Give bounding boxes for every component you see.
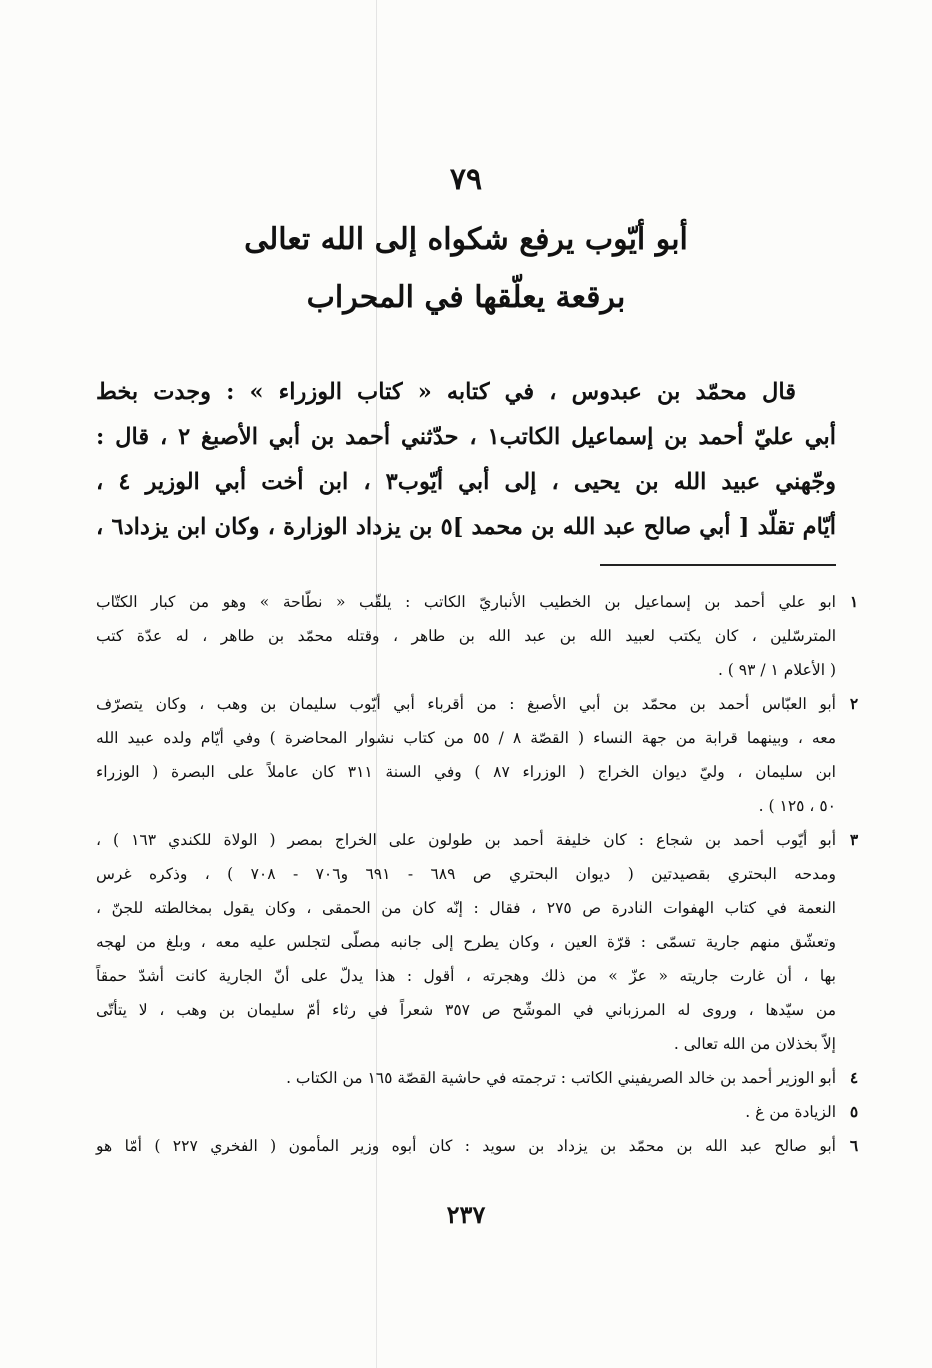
footnote-line: ومدحه البحتري بقصيدتين ( ديوان البحتري ص ٦٨٩ - ٦٩١ و٧٠٦ - ٧٠٨ ) ، وذكره غرس: [96, 865, 837, 883]
footnote-line: معه ، وبينهما قرابة من جهة النساء ( القصّة ٨ / ٥٥ من كتاب نشوار المحاضرة ) وفي أيّام ولده عبيد الله: [96, 729, 837, 747]
chapter-title-line-1: أبو أيّوب يرفع شكواه إلى الله تعالى: [244, 222, 688, 257]
footnote-separator: [600, 564, 836, 566]
footnote-number: ٣: [849, 830, 859, 849]
footnote-line: أبو الوزير أحمد بن خالد الصريفيني الكاتب : ترجمته في حاشية القصّة ١٦٥ من الكتاب .: [286, 1069, 836, 1087]
chapter-number: ٧٩: [449, 162, 483, 197]
footnote-line: ابو علي أحمد بن إسماعيل بن الخطيب الأنباريّ الكاتب : يلقّب « نطّاحة » وهو من كبار الكتّاب: [96, 593, 836, 611]
footnote-line: أبو أيّوب أحمد بن شجاع : كان خليفة أحمد بن طولون على الخراج بمصر ( الولاة للكندي ١٦٣ ) ،: [96, 831, 836, 849]
body-line: أيّام تقلّد [ أبي صالح عبد الله بن محمد ]٥ بن يزداد الوزارة ، وكان ابن يزداد٦ ،: [96, 514, 836, 540]
footnote-line: بها ، أن غارت جاريته « عزّ » من ذلك وهجرته ، أقول : هذا يدلّ على أنّ الجارية كانت أشدّ حمقاً: [96, 967, 836, 985]
footnote-number: ١: [849, 592, 859, 611]
footnotes: [96, 585, 859, 1163]
page-number: ٢٣٧: [446, 1200, 486, 1229]
footnote-line: أبو العبّاس أحمد بن محمّد بن أبي الأصبغ : من أقرباء أبي أيّوب سليمان بن وهب ، وكان يتصرّف: [96, 695, 836, 713]
footnote-line: ٥٠ ، ١٢٥ ) .: [758, 797, 836, 815]
chapter-title-line-2: برقعة يعلّقها في المحراب: [306, 280, 626, 315]
footnote-4: [96, 1061, 859, 1095]
footnote-2: [96, 687, 859, 823]
body-line: أبي عليّ أحمد بن إسماعيل الكاتب١ ، حدّثني أحمد بن أبي الأصبغ ٢ ، قال :: [96, 424, 836, 450]
footnote-number: ٦: [849, 1136, 859, 1155]
footnote-line: أبو صالح عبد الله بن محمّد بن يزداد بن سويد : كان أبوه وزير المأمون ( الفخري ٢٢٧ ) أمّا هو: [96, 1137, 836, 1155]
footnote-5: [96, 1095, 859, 1129]
footnote-number: ٢: [849, 694, 859, 713]
footnote-line: إلاّ بخذلان من الله تعالى .: [673, 1035, 836, 1053]
footnote-3: [96, 823, 859, 1061]
footnote-number: ٥: [849, 1102, 859, 1121]
footnote-line: ابن سليمان ، وليّ ديوان الخراج ( الوزراء ٨٧ ) وفي السنة ٣١١ كان عاملاً على البصرة ( الوزراء: [96, 763, 836, 781]
footnote-line: وتعشّق منهم جارية تسمّى : قرّة العين ، وكان يطرح إلى جانبه مصلّى لتجلس عليه معه ، وبلغ من لهجه: [96, 933, 836, 951]
footnote-6: [96, 1129, 859, 1163]
body-line: قال محمّد بن عبدوس ، في كتابه « كتاب الوزراء » : وجدت بخط: [96, 379, 796, 405]
body-line: وجّهني عبيد الله بن يحيى ، إلى أبي أيّوب٣ ، ابن أخت أبي الوزير ٤ ،: [96, 469, 836, 495]
footnote-line: من سيّدها ، وروى له المرزباني في الموشّح ص ٣٥٧ شعراً في رثاء أمّ سليمان بن وهب ، لا يتأتّى: [96, 1001, 837, 1019]
footnote-line: المترسّلين ، كان يكتب لعبيد الله بن عبد الله بن طاهر ، وقتله محمّد بن طاهر ، له عدّة كتب: [96, 627, 836, 645]
footnote-line: ( الأعلام ١ / ٩٣ ) .: [717, 661, 836, 679]
footnote-number: ٤: [849, 1068, 859, 1087]
body-paragraph: [96, 370, 836, 550]
footnote-line: الزيادة من غ .: [745, 1103, 836, 1121]
footnote-1: [96, 585, 859, 687]
footnote-line: النعمة في كتاب الهفوات النادرة ص ٢٧٥ ، فقال : إنّه كان من الحمقى ، وكان يقول بمخالطته للجنّ ،: [96, 899, 836, 917]
